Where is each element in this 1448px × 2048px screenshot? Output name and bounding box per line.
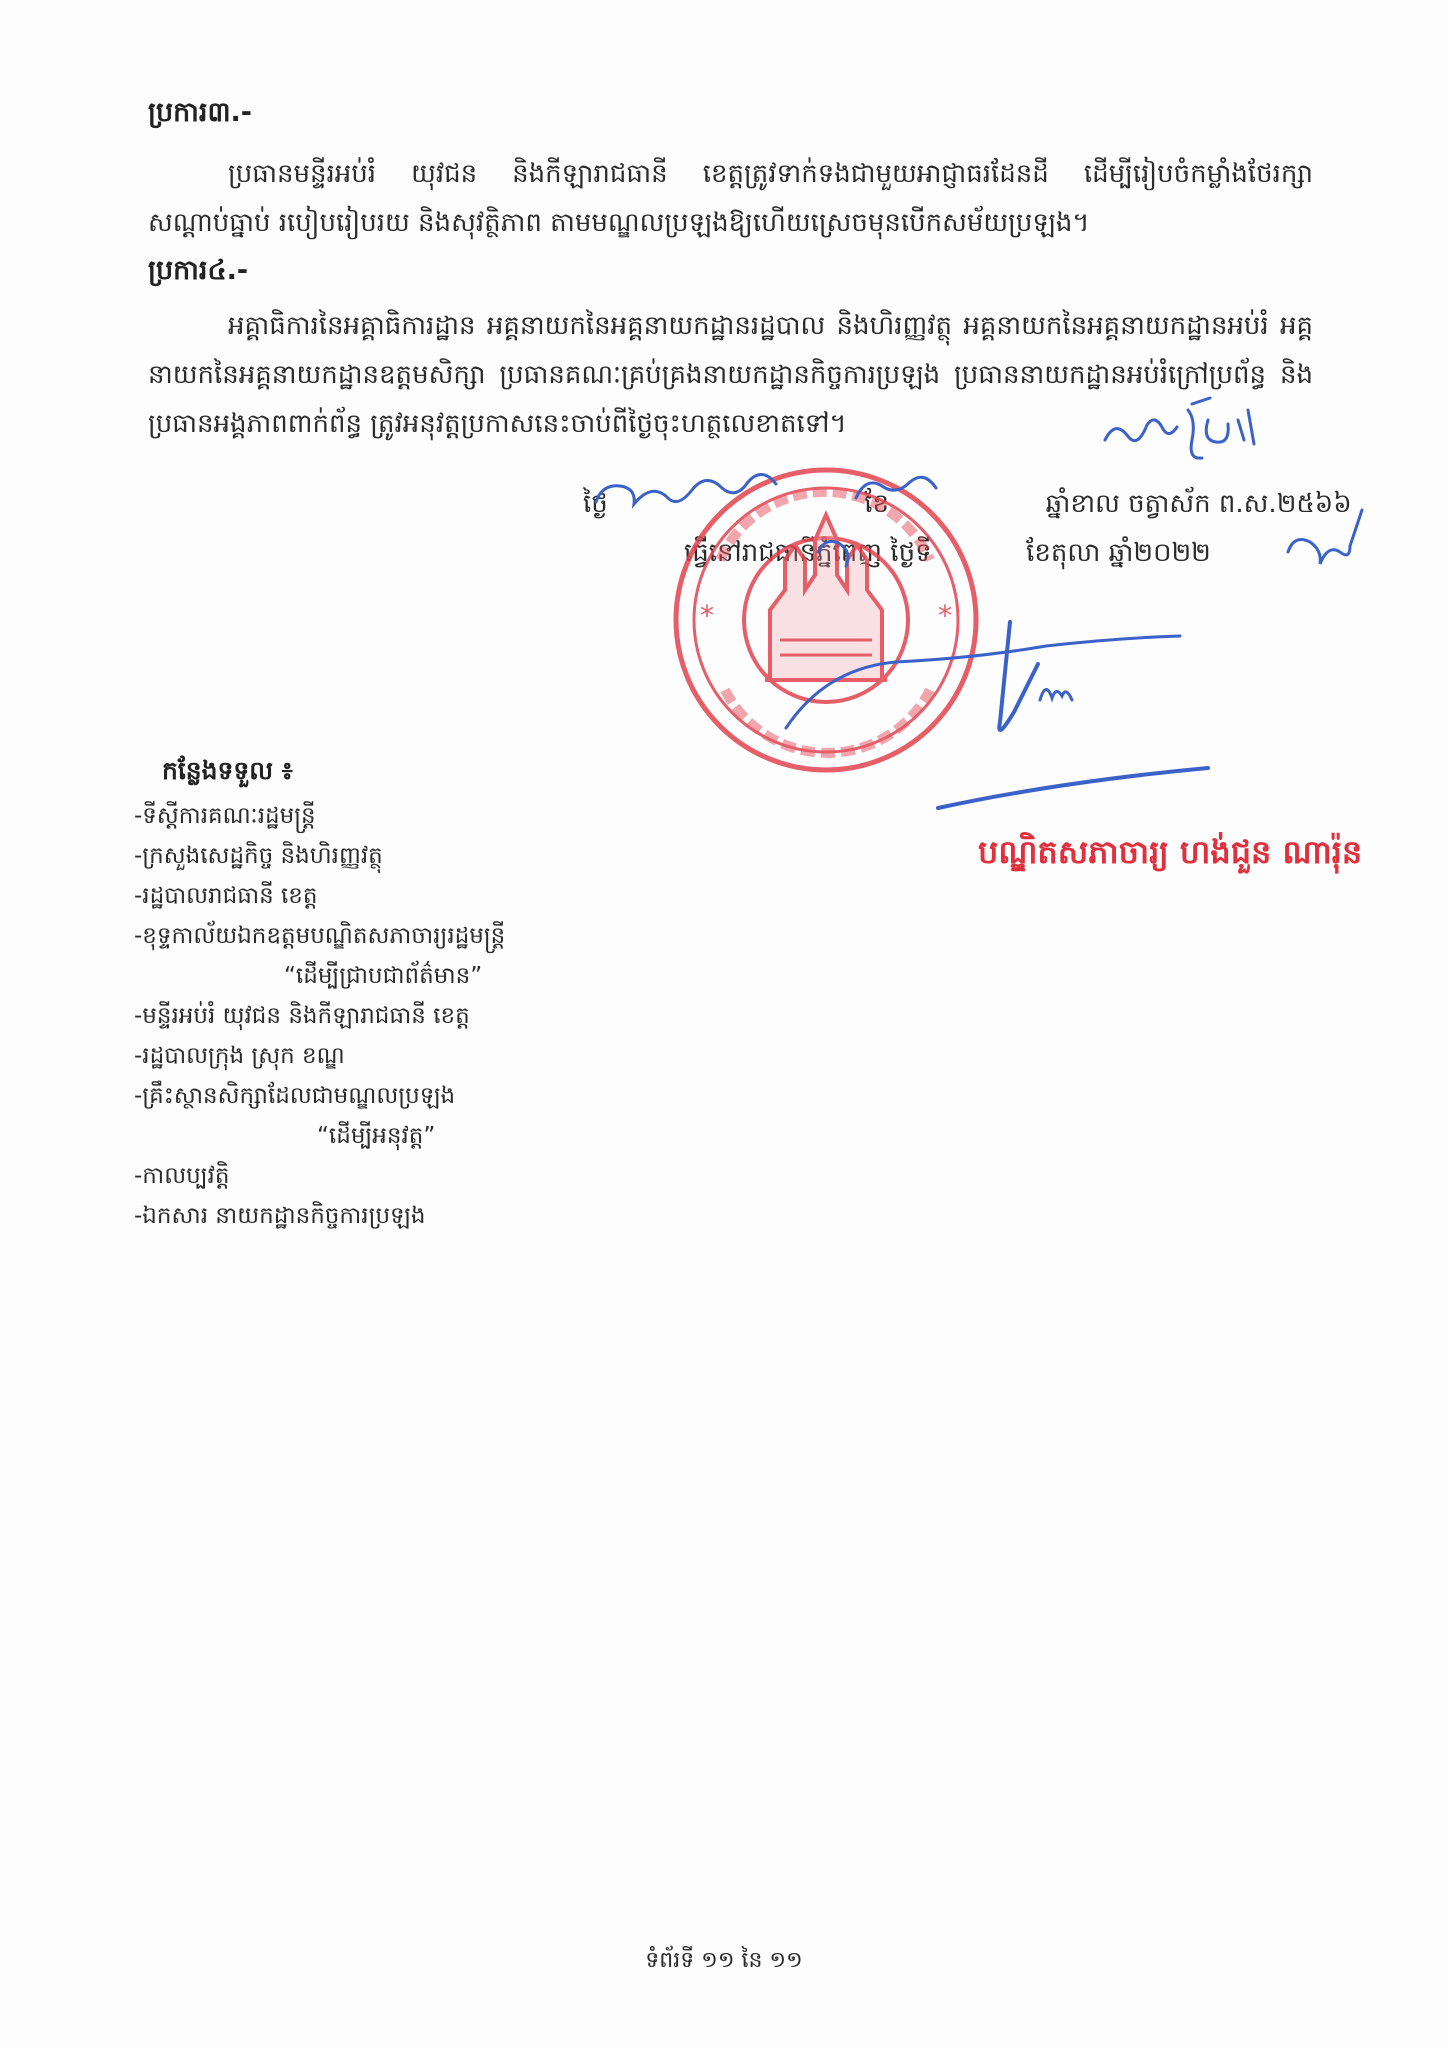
lunar-month-label: ខែ [864, 489, 890, 519]
recipient-item: -ខុទ្ទកាល័យឯកឧត្តមបណ្ឌិតសភាចារ្យរដ្ឋមន្ត្រី [134, 923, 506, 949]
recipient-note: “ដើម្បីអនុវត្ត” [317, 1123, 436, 1149]
lunar-date-line [583, 487, 1352, 525]
recipient-item: -ទីស្តីការគណៈរដ្ឋមន្ត្រី [134, 803, 316, 829]
recipient-item: -រដ្ឋបាលរាជធានី ខេត្ត [134, 883, 318, 909]
place-day-label: ធ្វើនៅរាជធានីភ្នំពេញ ថ្ងៃទី [684, 538, 932, 568]
svg-text:*: * [938, 599, 952, 632]
article-4-text: អគ្គាធិការនៃអគ្គាធិការដ្ឋាន អគ្គនាយកនៃអគ្គនាយកដ្ឋានរដ្ឋបាល និងហិរញ្ញវត្ថុ អគ្គនាយកនៃអគ្គនាយកដ្ឋានអប់រំ អគ្គនាយកនៃអគ្គនាយកដ្ឋានឧត្តមសិក្សា ប្រធានគណៈគ្រប់គ្រងនាយកដ្ឋានកិច្ចការប្រឡង ប្រធាននាយកដ្ឋានអប់រំក្រៅប្រព័ន្ធ និងប្រធានអង្គភាពពាក់ព័ន្ធ ត្រូវអនុវត្តប្រកាសនេះចាប់ពីថ្ងៃចុះហត្ថលេខាតទៅ។ [148, 311, 1313, 439]
article-4-body [148, 302, 1313, 449]
solar-date-line [684, 536, 1211, 574]
article-3-text: ប្រធានមន្ទីរអប់រំ យុវជន និងកីឡារាជធានី ខេត្តត្រូវទាក់ទងជាមួយអាជ្ញាធរដែនដី ដើម្បីរៀបចំកម្លាំងថែរក្សាសណ្តាប់ធ្នាប់ របៀបរៀបរយ និងសុវត្ថិភាព តាមមណ្ឌលប្រឡងឱ្យហើយស្រេចមុនបើកសម័យប្រឡង។ [148, 159, 1313, 238]
recipient-item: -ឯកសារ នាយកដ្ឋានកិច្ចការប្រឡង [134, 1203, 426, 1229]
page-number: ទំព័រទី ១១ នៃ ១១ [645, 1948, 803, 1973]
month-year: ខែតុលា ឆ្នាំ២០២២ [1026, 538, 1211, 568]
recipients-list [134, 796, 654, 1236]
recipient-item: -រដ្ឋបាលក្រុង ស្រុក ខណ្ឌ [134, 1043, 345, 1069]
article-3-heading: ប្រការ៣.- [148, 97, 252, 128]
recipient-item: -ក្រសួងសេដ្ឋកិច្ច និងហិរញ្ញវត្ថុ [134, 843, 383, 869]
lunar-day-prefix: ថ្ងៃ [583, 489, 608, 519]
recipient-item: -គ្រឹះស្ថានសិក្សាដែលជាមណ្ឌលប្រឡង [134, 1083, 456, 1109]
signatory-name: បណ្ឌិតសភាចារ្យ ហង់ជួន ណារ៉ុន [978, 833, 1363, 871]
recipient-note: “ដើម្បីជ្រាបជាព័ត៌មាន” [284, 963, 483, 989]
lunar-year: ឆ្នាំខាល ចត្វាស័ក ព.ស.២៥៦៦ [1045, 489, 1352, 519]
recipient-item: -កាលប្បវត្តិ [134, 1163, 230, 1189]
recipient-item: -មន្ទីរអប់រំ យុវជន និងកីឡារាជធានី ខេត្ត [134, 1003, 470, 1029]
article-3-body [148, 150, 1313, 248]
signature-icon [786, 622, 1208, 808]
article-4-heading: ប្រការ៤.- [148, 255, 249, 286]
svg-text:*: * [700, 599, 714, 632]
recipients-title: កន្លែងទទួល ៖ [162, 756, 293, 785]
